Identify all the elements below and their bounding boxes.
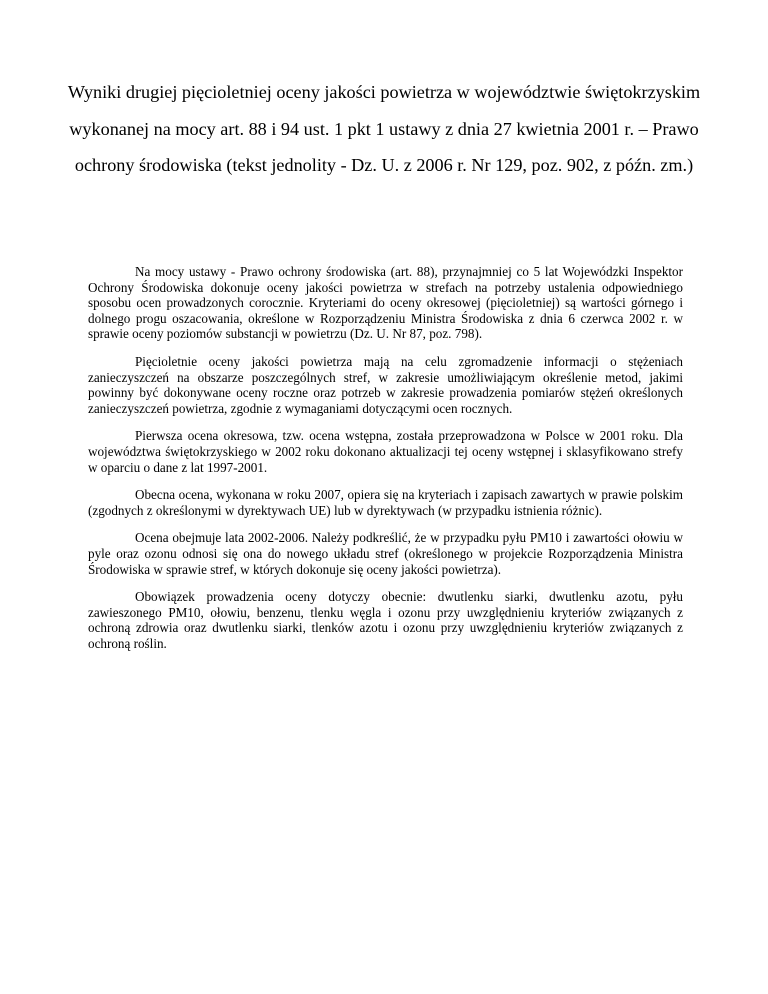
paragraph-3: Pierwsza ocena okresowa, tzw. ocena wstępna, została przeprowadzona w Polsce w 2001 roku. Dla województwa świętokrzyskiego w 2002 roku dokonano aktualizacji tej oceny wstępnej i sklasyfikowano strefy w oparciu o dane z lat 1997-2001. bbox=[88, 428, 683, 475]
paragraph-2: Pięcioletnie oceny jakości powietrza mają na celu zgromadzenie informacji o stężeniach zanieczyszczeń na obszarze poszczególnych stref, w zakresie umożliwiającym określenie metod, jakimi powinny być dokonywane oceny roczne oraz potrzeb w zakresie prowadzenia pomiarów stężeń określonych zanieczyszczeń powietrza, zgodnie z wymaganiami dotyczącymi ocen rocznych. bbox=[88, 353, 683, 416]
paragraph-6: Obowiązek prowadzenia oceny dotyczy obecnie: dwutlenku siarki, dwutlenku azotu, pyłu zawieszonego PM10, ołowiu, benzenu, tlenku węgla i ozonu przy uwzględnieniu kryteriów związanych z ochroną zdrowia oraz dwutlenku siarki, tlenków azotu i ozonu przy uwzględnieniu kryteriów związanych z ochroną roślin. bbox=[88, 589, 683, 651]
paragraph-1: Na mocy ustawy - Prawo ochrony środowiska (art. 88), przynajmniej co 5 lat Wojewódzki Inspektor Ochrony Środowiska dokonuje oceny jakości powietrza w strefach na potrzeby ustalenia odpowiedniego sposobu ocen prowadzonych corocznie. Kryteriami do oceny okresowej (pięcioletniej) są wartości górnego i dolnego progu oszacowania, określone w Rozporządzeniu Ministra Środowiska z dnia 6 czerwca 2002 r. w sprawie oceny poziomów substancji w powietrzu (Dz. U. Nr 87, poz. 798). bbox=[88, 264, 683, 342]
paragraph-4: Obecna ocena, wykonana w roku 2007, opiera się na kryteriach i zapisach zawartych w prawie polskim (zgodnych z określonymi w dyrektywach UE) lub w dyrektywach (w przypadku istnienia różnic). bbox=[88, 487, 683, 518]
paragraph-5: Ocena obejmuje lata 2002-2006. Należy podkreślić, że w przypadku pyłu PM10 i zawartości ołowiu w pyle oraz ozonu odnosi się ona do nowego układu stref (określonego w projekcie Rozporządzenia Ministra Środowiska w sprawie stref, w których dokonuje się oceny jakości powietrza). bbox=[88, 530, 683, 577]
document-title: Wyniki drugiej pięcioletniej oceny jakości powietrza w województwie świętokrzyskim wykonanej na mocy art. 88 i 94 ust. 1 pkt 1 ustawy z dnia 27 kwietnia 2001 r. – Prawo ochrony środowiska (tekst jednolity - Dz. U. z 2006 r. Nr 129, poz. 902, z późn. zm.) bbox=[67, 82, 701, 175]
document-body bbox=[88, 264, 683, 663]
